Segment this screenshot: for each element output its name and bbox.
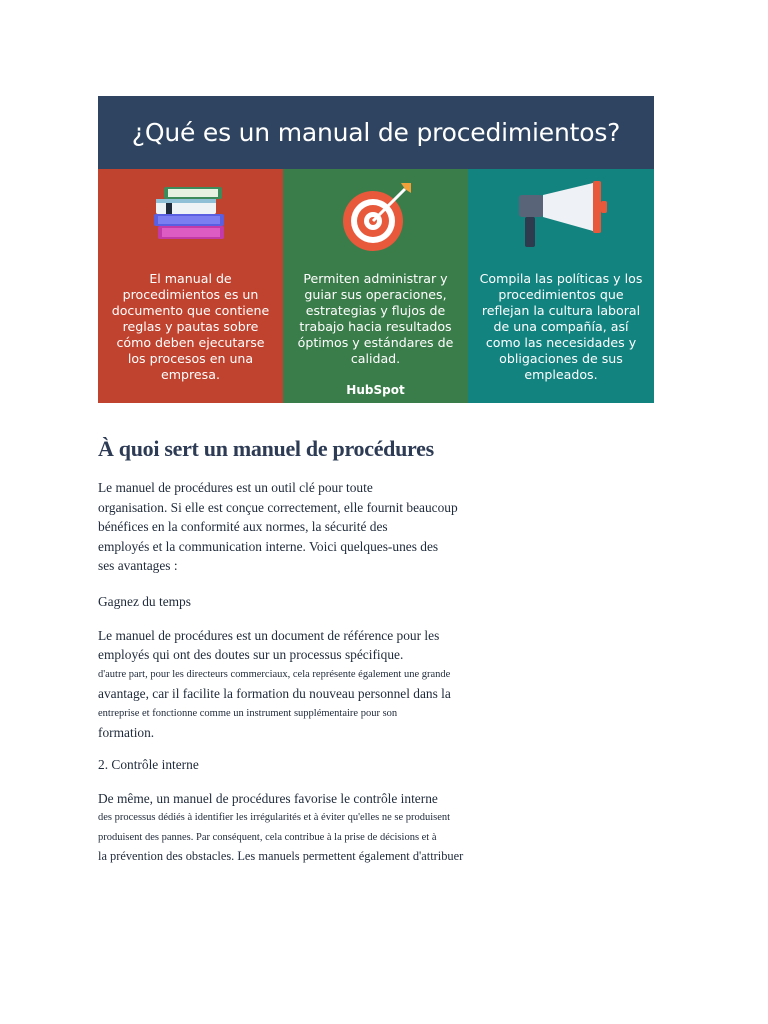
intro-paragraph: Le manuel de procédures est un outil clé pour toute organisation. Si elle est conçue correctement, elle fournit beaucoup bénéfices en la conformité aux normes, la sécurité des employés et la communication interne. Voici quelques-unes des ses avantages :	[98, 480, 458, 573]
infographic-title: ¿Qué es un manual de procedimientos?	[131, 118, 621, 147]
megaphone-icon	[511, 181, 611, 253]
text-line: des processus dédiés à identifier les irrégularités et à éviter qu'elles ne se produisent	[98, 812, 451, 823]
infographic-column-definition	[98, 169, 283, 403]
text-line: Le manuel de procédures est un document de référence pour les	[98, 627, 440, 643]
text-line: produisent des pannes. Par conséquent, cela contribue à la prise de décisions et à	[98, 831, 437, 843]
infographic-column-benefits	[283, 169, 468, 403]
infographic-image	[98, 96, 654, 403]
infographic-header	[98, 96, 654, 169]
target-icon	[331, 181, 421, 253]
infographic-columns	[98, 169, 654, 403]
paragraph-save-time	[98, 626, 538, 743]
infographic-column-policies	[468, 169, 654, 403]
paragraph-internal-control	[98, 789, 538, 867]
infographic-column-3-text: Compila las políticas y los procedimientos que reflejan la cultura laboral de una compañía, así como las necesidades y obligaciones de sus empleados.	[479, 271, 643, 382]
text-line: entreprise et fonctionne comme un instrument supplémentaire pour son	[98, 707, 398, 719]
books-icon	[146, 181, 236, 253]
text-line: employés qui ont des doutes sur un processus spécifique.	[98, 647, 404, 662]
text-line: avantage, car il facilite la formation du nouveau personnel dans la	[98, 686, 451, 701]
text-line: formation.	[98, 725, 155, 740]
article-body	[98, 436, 538, 867]
section-heading: À quoi sert un manuel de procédures	[98, 436, 434, 461]
subheading-save-time: Gagnez du temps	[98, 593, 191, 609]
text-line: d'autre part, pour les directeurs commerciaux, cela représente également une grande	[98, 668, 451, 680]
subheading-internal-control: 2. Contrôle interne	[98, 756, 199, 772]
text-line: la prévention des obstacles. Les manuels permettent également d'attribuer	[98, 849, 464, 863]
infographic-column-1-text: El manual de procedimientos es un documento que contiene reglas y pautas sobre cómo deben ejecutarse los procesos en una empresa.	[111, 271, 270, 382]
text-line: De même, un manuel de procédures favorise le contrôle interne	[98, 790, 438, 806]
infographic-column-2-text: Permiten administrar y guiar sus operaciones, estrategias y flujos de trabajo hacia resultados óptimos y estándares de calidad.	[297, 271, 454, 366]
hubspot-logo: HubSpot	[346, 383, 405, 397]
